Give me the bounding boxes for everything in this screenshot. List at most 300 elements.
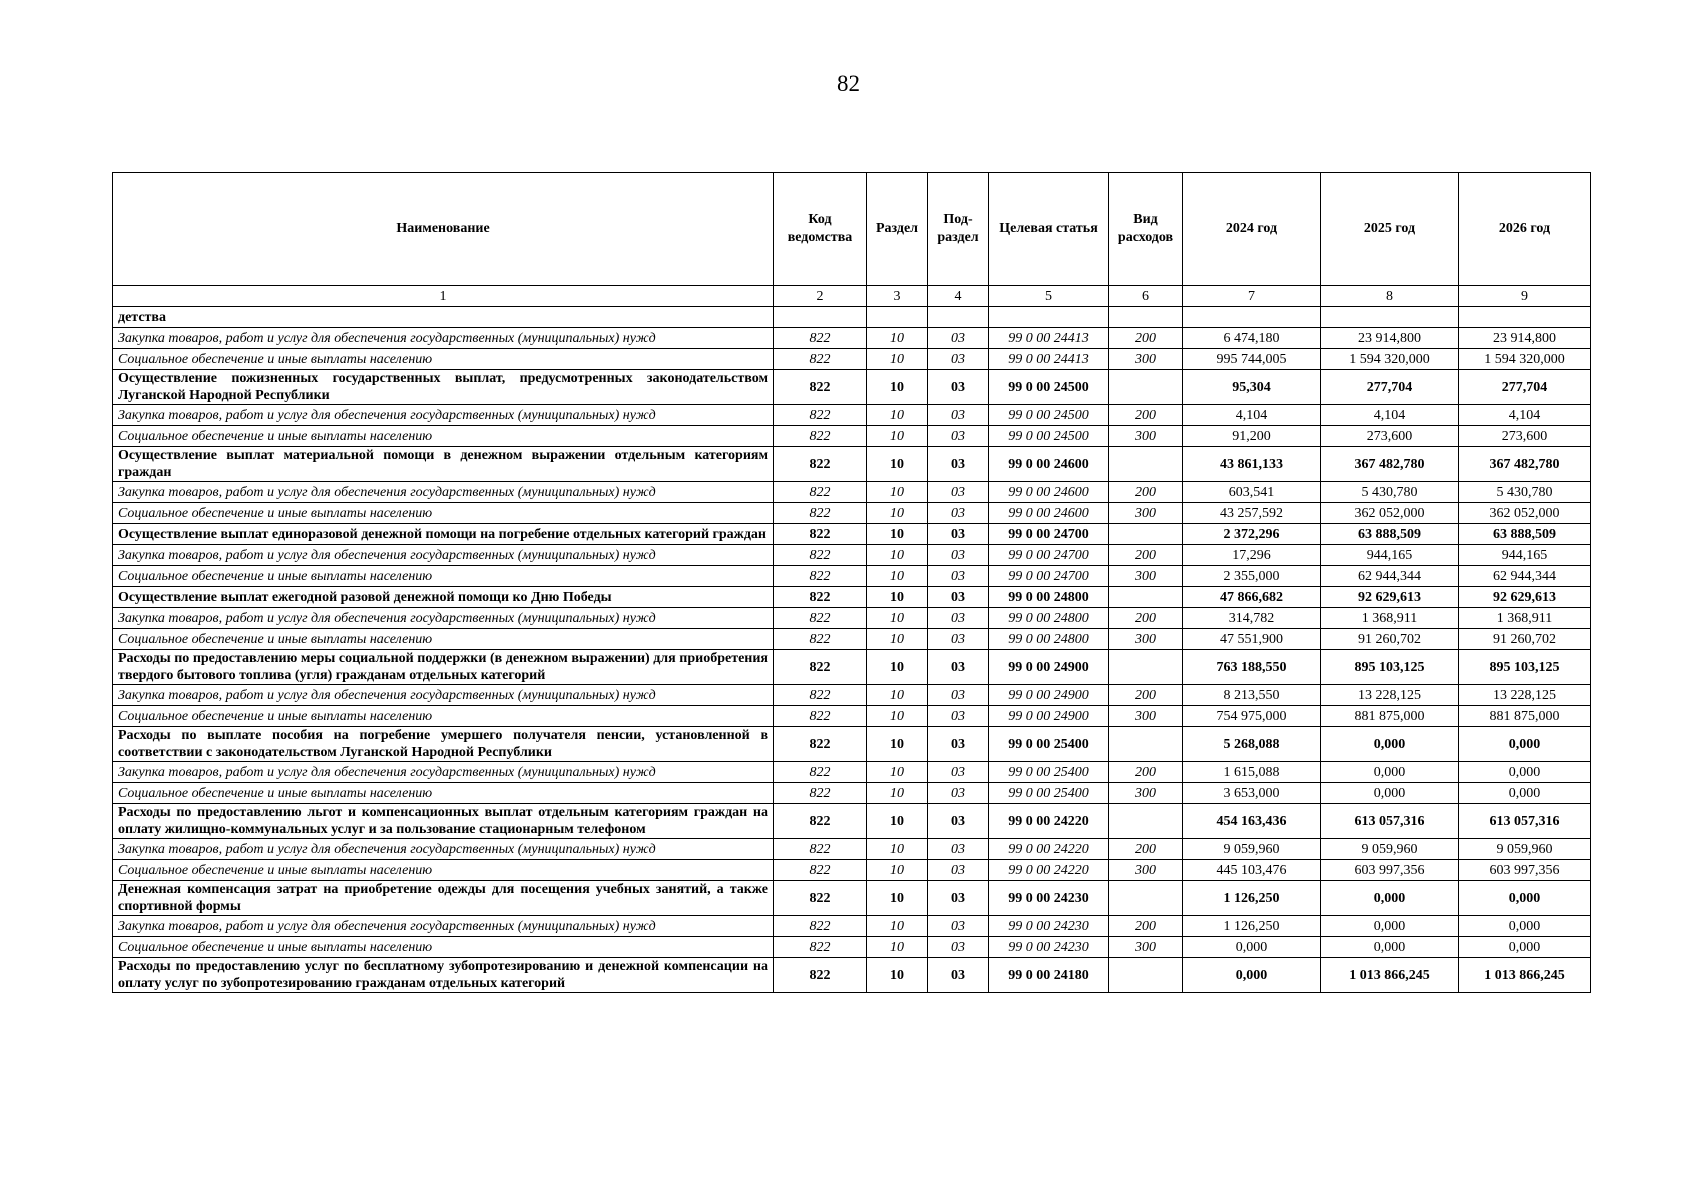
table-row-subitem	[113, 608, 1591, 629]
row-name: Социальное обеспечение и иные выплаты населению	[113, 426, 774, 447]
table-row-item	[113, 958, 1591, 993]
column-number: 8	[1321, 286, 1459, 307]
row-expense-type: 200	[1109, 916, 1183, 937]
row-amount-2024	[1183, 307, 1321, 328]
header-dept-code: Код ведомства	[774, 173, 867, 286]
row-section: 10	[867, 349, 928, 370]
row-name: Социальное обеспечение и иные выплаты населению	[113, 349, 774, 370]
row-dept-code: 822	[774, 839, 867, 860]
header-expense-type: Вид расходов	[1109, 173, 1183, 286]
row-name: Осуществление пожизненных государственных выплат, предусмотренных законодательством Луганской Народной Республики	[113, 370, 774, 405]
row-amount-2025: 0,000	[1321, 937, 1459, 958]
row-amount-2025: 4,104	[1321, 405, 1459, 426]
row-amount-2025: 613 057,316	[1321, 804, 1459, 839]
row-dept-code: 822	[774, 860, 867, 881]
row-expense-type: 200	[1109, 545, 1183, 566]
row-expense-type: 300	[1109, 706, 1183, 727]
row-amount-2025: 603 997,356	[1321, 860, 1459, 881]
row-subsection: 03	[928, 958, 989, 993]
row-target-item: 99 0 00 24800	[989, 629, 1109, 650]
table-row-subitem	[113, 860, 1591, 881]
header-year-2026: 2026 год	[1459, 173, 1591, 286]
row-amount-2025: 277,704	[1321, 370, 1459, 405]
row-amount-2025: 62 944,344	[1321, 566, 1459, 587]
row-name: Закупка товаров, работ и услуг для обеспечения государственных (муниципальных) нужд	[113, 839, 774, 860]
row-name: Закупка товаров, работ и услуг для обеспечения государственных (муниципальных) нужд	[113, 545, 774, 566]
row-amount-2025: 1 368,911	[1321, 608, 1459, 629]
row-subsection: 03	[928, 349, 989, 370]
row-section: 10	[867, 405, 928, 426]
row-expense-type	[1109, 524, 1183, 545]
row-amount-2024: 43 257,592	[1183, 503, 1321, 524]
row-amount-2025: 63 888,509	[1321, 524, 1459, 545]
table-row-subitem	[113, 566, 1591, 587]
row-section: 10	[867, 482, 928, 503]
row-expense-type	[1109, 881, 1183, 916]
header-name: Наименование	[113, 173, 774, 286]
row-amount-2026: 9 059,960	[1459, 839, 1591, 860]
row-dept-code: 822	[774, 503, 867, 524]
row-expense-type: 200	[1109, 685, 1183, 706]
row-amount-2025: 9 059,960	[1321, 839, 1459, 860]
row-amount-2025: 0,000	[1321, 727, 1459, 762]
row-amount-2026: 273,600	[1459, 426, 1591, 447]
row-target-item: 99 0 00 24413	[989, 328, 1109, 349]
row-section: 10	[867, 524, 928, 545]
row-subsection: 03	[928, 937, 989, 958]
row-target-item: 99 0 00 24230	[989, 916, 1109, 937]
table-row-item	[113, 447, 1591, 482]
row-amount-2026: 5 430,780	[1459, 482, 1591, 503]
row-name: Социальное обеспечение и иные выплаты населению	[113, 629, 774, 650]
table-row-subitem	[113, 629, 1591, 650]
row-amount-2025: 0,000	[1321, 881, 1459, 916]
row-subsection: 03	[928, 447, 989, 482]
row-target-item: 99 0 00 24500	[989, 405, 1109, 426]
row-amount-2024: 1 615,088	[1183, 762, 1321, 783]
row-amount-2024: 3 653,000	[1183, 783, 1321, 804]
row-dept-code	[774, 307, 867, 328]
row-name: Расходы по предоставлению меры социальной поддержки (в денежном выражении) для приобретения твердого бытового топлива (угля) гражданам отдельных категорий	[113, 650, 774, 685]
row-section	[867, 307, 928, 328]
row-dept-code: 822	[774, 727, 867, 762]
row-subsection: 03	[928, 629, 989, 650]
row-subsection: 03	[928, 503, 989, 524]
row-name: Закупка товаров, работ и услуг для обеспечения государственных (муниципальных) нужд	[113, 685, 774, 706]
row-section: 10	[867, 370, 928, 405]
column-number: 9	[1459, 286, 1591, 307]
row-dept-code: 822	[774, 587, 867, 608]
header-year-2024: 2024 год	[1183, 173, 1321, 286]
row-target-item: 99 0 00 24700	[989, 524, 1109, 545]
row-amount-2025: 273,600	[1321, 426, 1459, 447]
row-section: 10	[867, 783, 928, 804]
row-name: Закупка товаров, работ и услуг для обеспечения государственных (муниципальных) нужд	[113, 762, 774, 783]
row-subsection: 03	[928, 916, 989, 937]
row-target-item	[989, 307, 1109, 328]
row-target-item: 99 0 00 25400	[989, 762, 1109, 783]
row-name: Расходы по выплате пособия на погребение умершего получателя пенсии, установленной в соответствии с законодательством Луганской Народной Республики	[113, 727, 774, 762]
row-subsection: 03	[928, 804, 989, 839]
table-row-subitem	[113, 706, 1591, 727]
row-section: 10	[867, 860, 928, 881]
row-amount-2026: 895 103,125	[1459, 650, 1591, 685]
row-section: 10	[867, 839, 928, 860]
row-name: Расходы по предоставлению услуг по бесплатному зубопротезированию и денежной компенсации на оплату услуг по зубопротезированию гражданам отдельных категорий	[113, 958, 774, 993]
row-expense-type	[1109, 650, 1183, 685]
row-expense-type: 200	[1109, 328, 1183, 349]
row-expense-type	[1109, 370, 1183, 405]
row-amount-2024: 2 355,000	[1183, 566, 1321, 587]
row-amount-2025: 367 482,780	[1321, 447, 1459, 482]
row-name: Закупка товаров, работ и услуг для обеспечения государственных (муниципальных) нужд	[113, 405, 774, 426]
table-row-subitem	[113, 349, 1591, 370]
table-row-item	[113, 650, 1591, 685]
column-number: 7	[1183, 286, 1321, 307]
row-dept-code: 822	[774, 482, 867, 503]
row-amount-2024: 43 861,133	[1183, 447, 1321, 482]
column-number: 1	[113, 286, 774, 307]
table-row-item	[113, 307, 1591, 328]
row-name: Денежная компенсация затрат на приобретение одежды для посещения учебных занятий, а также спортивной формы	[113, 881, 774, 916]
table-row-subitem	[113, 482, 1591, 503]
row-expense-type	[1109, 447, 1183, 482]
page-number: 82	[837, 71, 860, 96]
table-row-subitem	[113, 426, 1591, 447]
row-amount-2024: 17,296	[1183, 545, 1321, 566]
row-dept-code: 822	[774, 762, 867, 783]
row-subsection: 03	[928, 783, 989, 804]
table-row-subitem	[113, 839, 1591, 860]
row-amount-2025: 5 430,780	[1321, 482, 1459, 503]
row-subsection: 03	[928, 587, 989, 608]
row-target-item: 99 0 00 24600	[989, 482, 1109, 503]
row-amount-2024: 314,782	[1183, 608, 1321, 629]
row-name: Осуществление выплат ежегодной разовой денежной помощи ко Дню Победы	[113, 587, 774, 608]
row-dept-code: 822	[774, 916, 867, 937]
row-dept-code: 822	[774, 405, 867, 426]
row-dept-code: 822	[774, 524, 867, 545]
row-amount-2025: 881 875,000	[1321, 706, 1459, 727]
row-amount-2024: 2 372,296	[1183, 524, 1321, 545]
row-subsection: 03	[928, 566, 989, 587]
row-target-item: 99 0 00 24600	[989, 503, 1109, 524]
row-subsection: 03	[928, 650, 989, 685]
row-target-item: 99 0 00 24220	[989, 804, 1109, 839]
row-amount-2026: 13 228,125	[1459, 685, 1591, 706]
table-row-subitem	[113, 545, 1591, 566]
table-row-item	[113, 524, 1591, 545]
row-amount-2026: 603 997,356	[1459, 860, 1591, 881]
row-section: 10	[867, 503, 928, 524]
row-section: 10	[867, 937, 928, 958]
row-amount-2024: 6 474,180	[1183, 328, 1321, 349]
column-number: 6	[1109, 286, 1183, 307]
row-dept-code: 822	[774, 328, 867, 349]
row-section: 10	[867, 608, 928, 629]
row-target-item: 99 0 00 25400	[989, 727, 1109, 762]
row-dept-code: 822	[774, 566, 867, 587]
row-section: 10	[867, 566, 928, 587]
row-expense-type	[1109, 587, 1183, 608]
row-amount-2025: 13 228,125	[1321, 685, 1459, 706]
header-year-2025: 2025 год	[1321, 173, 1459, 286]
header-subsection: Под-раздел	[928, 173, 989, 286]
row-amount-2025: 1 594 320,000	[1321, 349, 1459, 370]
row-name: Социальное обеспечение и иные выплаты населению	[113, 566, 774, 587]
budget-table	[112, 172, 1591, 993]
row-amount-2024: 9 059,960	[1183, 839, 1321, 860]
row-amount-2025: 91 260,702	[1321, 629, 1459, 650]
row-target-item: 99 0 00 24500	[989, 370, 1109, 405]
row-amount-2025: 0,000	[1321, 762, 1459, 783]
row-section: 10	[867, 426, 928, 447]
row-dept-code: 822	[774, 958, 867, 993]
row-amount-2025: 0,000	[1321, 916, 1459, 937]
row-expense-type: 300	[1109, 566, 1183, 587]
row-section: 10	[867, 706, 928, 727]
row-subsection	[928, 307, 989, 328]
row-amount-2026: 362 052,000	[1459, 503, 1591, 524]
row-expense-type: 300	[1109, 629, 1183, 650]
row-name: Закупка товаров, работ и услуг для обеспечения государственных (муниципальных) нужд	[113, 608, 774, 629]
row-subsection: 03	[928, 426, 989, 447]
row-amount-2024: 5 268,088	[1183, 727, 1321, 762]
row-dept-code: 822	[774, 426, 867, 447]
row-dept-code: 822	[774, 545, 867, 566]
row-name: детства	[113, 307, 774, 328]
row-amount-2026: 23 914,800	[1459, 328, 1591, 349]
row-target-item: 99 0 00 24230	[989, 881, 1109, 916]
row-amount-2024: 0,000	[1183, 958, 1321, 993]
row-amount-2026: 63 888,509	[1459, 524, 1591, 545]
table-row-subitem	[113, 503, 1591, 524]
row-name: Закупка товаров, работ и услуг для обеспечения государственных (муниципальных) нужд	[113, 482, 774, 503]
row-amount-2026: 1 594 320,000	[1459, 349, 1591, 370]
table-row-item	[113, 727, 1591, 762]
row-expense-type	[1109, 804, 1183, 839]
row-expense-type	[1109, 307, 1183, 328]
row-expense-type: 200	[1109, 405, 1183, 426]
row-amount-2026: 944,165	[1459, 545, 1591, 566]
row-section: 10	[867, 881, 928, 916]
table-row-item	[113, 587, 1591, 608]
row-subsection: 03	[928, 370, 989, 405]
row-dept-code: 822	[774, 447, 867, 482]
row-amount-2024: 8 213,550	[1183, 685, 1321, 706]
column-number: 3	[867, 286, 928, 307]
row-target-item: 99 0 00 25400	[989, 783, 1109, 804]
row-subsection: 03	[928, 762, 989, 783]
row-expense-type: 300	[1109, 860, 1183, 881]
row-amount-2025	[1321, 307, 1459, 328]
table-row-subitem	[113, 762, 1591, 783]
column-number: 5	[989, 286, 1109, 307]
row-amount-2026: 881 875,000	[1459, 706, 1591, 727]
row-subsection: 03	[928, 685, 989, 706]
row-amount-2026	[1459, 307, 1591, 328]
column-number-row	[113, 286, 1591, 307]
row-amount-2025: 895 103,125	[1321, 650, 1459, 685]
row-dept-code: 822	[774, 685, 867, 706]
row-target-item: 99 0 00 24220	[989, 839, 1109, 860]
row-subsection: 03	[928, 860, 989, 881]
row-amount-2026: 4,104	[1459, 405, 1591, 426]
row-target-item: 99 0 00 24600	[989, 447, 1109, 482]
row-dept-code: 822	[774, 783, 867, 804]
row-section: 10	[867, 727, 928, 762]
row-amount-2026: 0,000	[1459, 727, 1591, 762]
row-amount-2025: 944,165	[1321, 545, 1459, 566]
row-amount-2024: 763 188,550	[1183, 650, 1321, 685]
row-expense-type: 200	[1109, 608, 1183, 629]
row-dept-code: 822	[774, 608, 867, 629]
column-number: 4	[928, 286, 989, 307]
row-target-item: 99 0 00 24800	[989, 587, 1109, 608]
row-target-item: 99 0 00 24500	[989, 426, 1109, 447]
row-amount-2025: 0,000	[1321, 783, 1459, 804]
row-expense-type	[1109, 958, 1183, 993]
row-expense-type: 200	[1109, 482, 1183, 503]
row-amount-2026: 1 368,911	[1459, 608, 1591, 629]
row-expense-type: 200	[1109, 762, 1183, 783]
table-row-subitem	[113, 328, 1591, 349]
row-amount-2024: 1 126,250	[1183, 881, 1321, 916]
row-amount-2024: 454 163,436	[1183, 804, 1321, 839]
table-row-subitem	[113, 405, 1591, 426]
row-amount-2024: 47 551,900	[1183, 629, 1321, 650]
row-amount-2026: 0,000	[1459, 762, 1591, 783]
row-expense-type: 300	[1109, 349, 1183, 370]
row-amount-2026: 613 057,316	[1459, 804, 1591, 839]
row-subsection: 03	[928, 545, 989, 566]
row-amount-2026: 91 260,702	[1459, 629, 1591, 650]
row-expense-type: 300	[1109, 426, 1183, 447]
table-row-item	[113, 804, 1591, 839]
row-section: 10	[867, 629, 928, 650]
row-section: 10	[867, 328, 928, 349]
row-target-item: 99 0 00 24900	[989, 706, 1109, 727]
row-name: Закупка товаров, работ и услуг для обеспечения государственных (муниципальных) нужд	[113, 328, 774, 349]
row-amount-2024: 995 744,005	[1183, 349, 1321, 370]
row-section: 10	[867, 916, 928, 937]
row-target-item: 99 0 00 24220	[989, 860, 1109, 881]
row-amount-2025: 23 914,800	[1321, 328, 1459, 349]
row-amount-2026: 0,000	[1459, 916, 1591, 937]
row-subsection: 03	[928, 482, 989, 503]
row-dept-code: 822	[774, 804, 867, 839]
row-target-item: 99 0 00 24413	[989, 349, 1109, 370]
row-expense-type	[1109, 727, 1183, 762]
row-amount-2026: 0,000	[1459, 937, 1591, 958]
row-name: Осуществление выплат единоразовой денежной помощи на погребение отдельных категорий граждан	[113, 524, 774, 545]
row-name: Расходы по предоставлению льгот и компенсационных выплат отдельным категориям граждан на оплату жилищно-коммунальных услуг и за пользование стационарным телефоном	[113, 804, 774, 839]
row-section: 10	[867, 804, 928, 839]
table-row-item	[113, 370, 1591, 405]
row-amount-2026: 1 013 866,245	[1459, 958, 1591, 993]
row-expense-type: 200	[1109, 839, 1183, 860]
row-dept-code: 822	[774, 629, 867, 650]
row-subsection: 03	[928, 881, 989, 916]
row-subsection: 03	[928, 524, 989, 545]
row-target-item: 99 0 00 24180	[989, 958, 1109, 993]
row-amount-2025: 1 013 866,245	[1321, 958, 1459, 993]
row-amount-2024: 0,000	[1183, 937, 1321, 958]
row-dept-code: 822	[774, 706, 867, 727]
column-number: 2	[774, 286, 867, 307]
row-section: 10	[867, 762, 928, 783]
row-section: 10	[867, 650, 928, 685]
row-subsection: 03	[928, 839, 989, 860]
row-target-item: 99 0 00 24900	[989, 650, 1109, 685]
row-amount-2025: 92 629,613	[1321, 587, 1459, 608]
table-row-subitem	[113, 937, 1591, 958]
row-target-item: 99 0 00 24800	[989, 608, 1109, 629]
table-row-subitem	[113, 916, 1591, 937]
row-amount-2024: 754 975,000	[1183, 706, 1321, 727]
row-section: 10	[867, 447, 928, 482]
row-amount-2024: 95,304	[1183, 370, 1321, 405]
table-row-subitem	[113, 783, 1591, 804]
row-amount-2026: 92 629,613	[1459, 587, 1591, 608]
row-name: Осуществление выплат материальной помощи в денежном выражении отдельным категориям граждан	[113, 447, 774, 482]
row-dept-code: 822	[774, 349, 867, 370]
table-row-item	[113, 881, 1591, 916]
row-target-item: 99 0 00 24700	[989, 545, 1109, 566]
row-subsection: 03	[928, 706, 989, 727]
row-target-item: 99 0 00 24230	[989, 937, 1109, 958]
row-expense-type: 300	[1109, 783, 1183, 804]
row-name: Социальное обеспечение и иные выплаты населению	[113, 783, 774, 804]
row-subsection: 03	[928, 328, 989, 349]
row-amount-2025: 362 052,000	[1321, 503, 1459, 524]
header-section: Раздел	[867, 173, 928, 286]
row-subsection: 03	[928, 405, 989, 426]
row-amount-2026: 0,000	[1459, 881, 1591, 916]
row-section: 10	[867, 587, 928, 608]
row-dept-code: 822	[774, 881, 867, 916]
row-amount-2026: 62 944,344	[1459, 566, 1591, 587]
row-dept-code: 822	[774, 937, 867, 958]
row-name: Социальное обеспечение и иные выплаты населению	[113, 860, 774, 881]
row-expense-type: 300	[1109, 937, 1183, 958]
header-target-item: Целевая статья	[989, 173, 1109, 286]
row-amount-2026: 367 482,780	[1459, 447, 1591, 482]
row-amount-2026: 277,704	[1459, 370, 1591, 405]
row-section: 10	[867, 958, 928, 993]
row-subsection: 03	[928, 608, 989, 629]
row-amount-2024: 603,541	[1183, 482, 1321, 503]
table-row-subitem	[113, 685, 1591, 706]
row-amount-2024: 445 103,476	[1183, 860, 1321, 881]
row-dept-code: 822	[774, 370, 867, 405]
row-name: Социальное обеспечение и иные выплаты населению	[113, 706, 774, 727]
row-name: Социальное обеспечение и иные выплаты населению	[113, 937, 774, 958]
row-dept-code: 822	[774, 650, 867, 685]
row-amount-2024: 4,104	[1183, 405, 1321, 426]
row-name: Социальное обеспечение и иные выплаты населению	[113, 503, 774, 524]
row-amount-2026: 0,000	[1459, 783, 1591, 804]
row-amount-2024: 1 126,250	[1183, 916, 1321, 937]
row-target-item: 99 0 00 24900	[989, 685, 1109, 706]
row-expense-type: 300	[1109, 503, 1183, 524]
row-subsection: 03	[928, 727, 989, 762]
row-section: 10	[867, 545, 928, 566]
row-amount-2024: 47 866,682	[1183, 587, 1321, 608]
row-section: 10	[867, 685, 928, 706]
row-name: Закупка товаров, работ и услуг для обеспечения государственных (муниципальных) нужд	[113, 916, 774, 937]
row-amount-2024: 91,200	[1183, 426, 1321, 447]
